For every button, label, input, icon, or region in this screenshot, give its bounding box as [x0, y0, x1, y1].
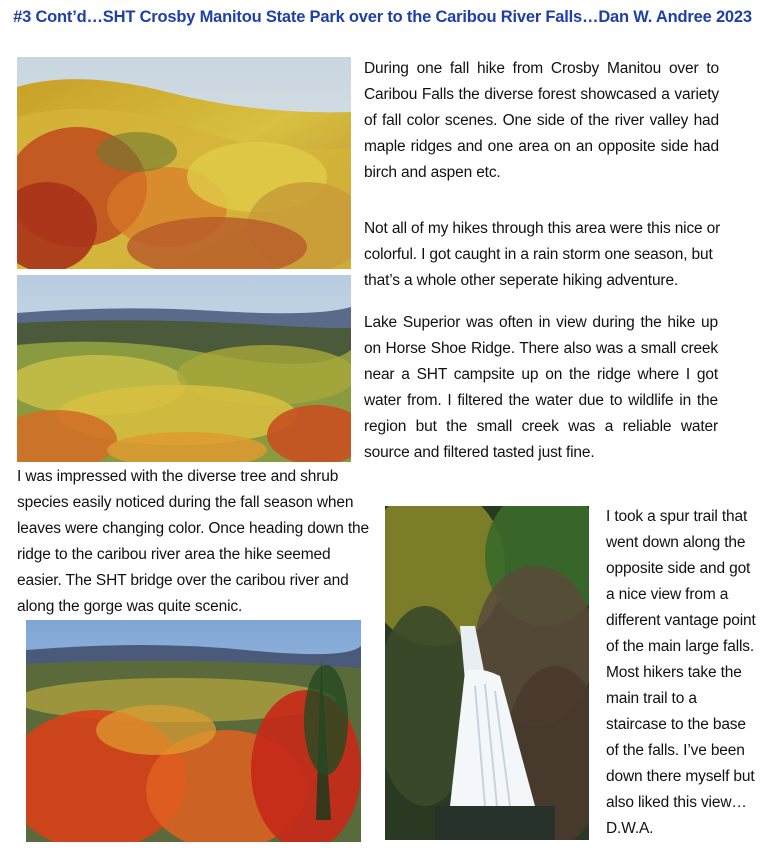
paragraph-diverse-trees: I was impressed with the diverse tree and shrub species easily noticed during the fall season when leaves were changing color. Once heading down the ridge to the caribou river area the hike seemed easier. The SHT bridge over the caribou river and along the gorge was quite scenic. [17, 468, 369, 615]
photo-caribou-falls [385, 506, 589, 840]
photo-valley-panorama [17, 275, 351, 462]
paragraph-fall-hike: During one fall hike from Crosby Manitou over to Caribou Falls the diverse forest showcased a variety of fall color scenes. One side of the river valley had maple ridges and one area on an opposite side had birch and aspen etc. [364, 60, 719, 181]
paragraph-rain-storm: Not all of my hikes through this area were this nice or colorful. I got caught in a rain storm one season, but that’s a whole other seperate hiking adventure. [364, 220, 721, 289]
paragraph-lake-superior: Lake Superior was often in view during the hike up on Horse Shoe Ridge. There also was a small creek near a SHT campsite up on the ridge where I got water from. I filtered the water due to wildlife in the region but the small creek was a reliable water source and filtered tasted just fine. [364, 314, 718, 461]
photo-red-foliage-overlook [26, 620, 361, 842]
page-title: #3 Cont’d…SHT Crosby Manitou State Park over to the Caribou River Falls…Dan W. Andree 2023 [13, 8, 752, 26]
photo-fall-hillside [17, 57, 351, 269]
paragraph-spur-trail: I took a spur trail that went down along the opposite side and got a nice view from a different vantage point of the main large falls. Most hikers take the main trail to a staircase to the base of the falls. I’ve been down there myself but also liked this view…D.W.A. [606, 508, 756, 837]
